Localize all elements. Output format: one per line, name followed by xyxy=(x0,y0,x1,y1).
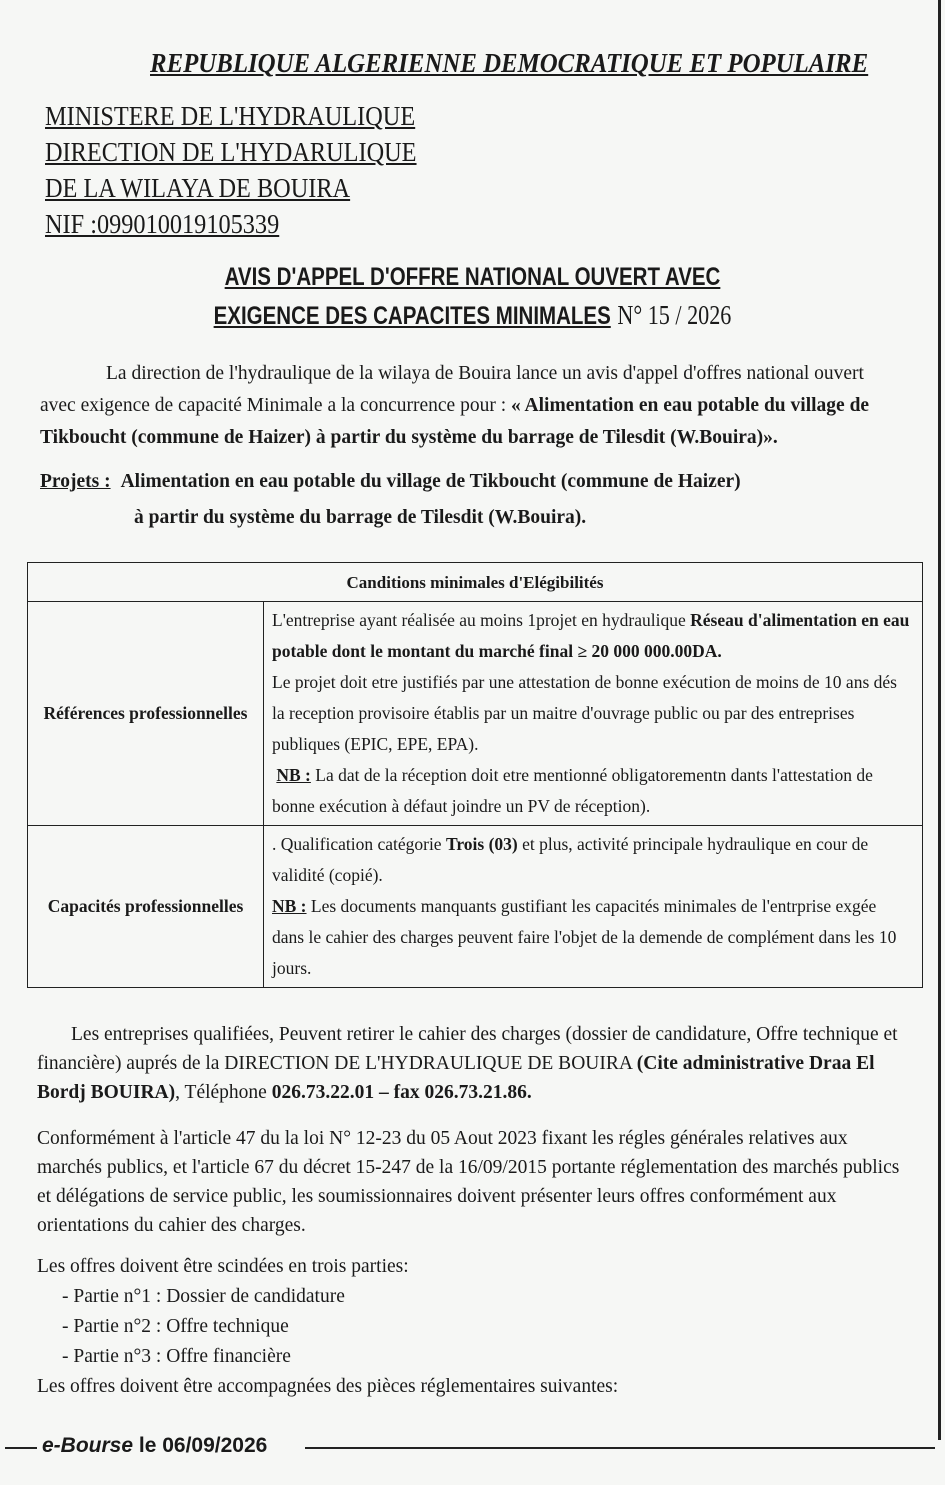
nif-line: NIF :099010019105339 xyxy=(45,209,280,239)
table-row xyxy=(28,826,923,988)
offers-outro: Les offres doivent être accompagnées des pièces réglementaires suivantes: xyxy=(37,1376,619,1397)
footer-brand: e-Bourse xyxy=(42,1434,134,1457)
page-edge-border xyxy=(938,0,941,1440)
row-label-references: Références professionnelles xyxy=(28,602,264,826)
conformity-text: Conformément à l'article 47 du la loi N° 12-23 du 05 Aout 2023 fixant les régles générales relatives aux marchés publics, et l'article 67 du décret 15-247 de la 16/09/2015 portante réglementation des marchés publics et délégations de service public, les soumissionnaires doivent présenter leurs offres conformément aux orientations du cahier des charges. xyxy=(37,1128,900,1236)
ref-text-a-bold: Réseau d'alimentation en eau potable dont le montant du marché final ≥ 20 000 000.00DA. xyxy=(272,610,910,661)
row-content-capacities xyxy=(264,826,923,988)
ref-text-b: Le projet doit etre justifiés par une attestation de bonne exécution de moins de 10 ans dés la reception provisoire établis par un maitre d'ouvrage public ou par des entreprises publiques (EPIC, EPE, EPA). xyxy=(272,672,897,754)
intro-project-name: « Alimentation en eau potable du village de Tikboucht (commune de Haizer) à partir du système du barrage de Tilesdit (W.Bouira)». xyxy=(40,395,870,448)
projects-label: Projets : xyxy=(40,471,111,492)
list-item: - Partie n°3 : Offre financière xyxy=(62,1346,291,1367)
ref-nb-text: La dat de la réception doit etre mentionné obligatorementn dants l'attestation de bonne exécution à défaut joindre un PV de réception). xyxy=(272,765,873,816)
ref-text-a: L'entreprise ayant réalisée au moins 1projet en hydraulique xyxy=(272,610,686,630)
notice-title xyxy=(0,258,945,335)
list-item: - Partie n°1 : Dossier de candidature xyxy=(62,1286,345,1307)
republic-header: REPUBLIQUE ALGERIENNE DEMOCRATIQUE ET POPULAIRE xyxy=(150,48,869,78)
withdrawal-text: Les entreprises qualifiées, Peuvent retirer le cahier des charges (dossier de candidature, Offre technique et financière) auprés de la DIRECTION DE L'HYDRAULIQUE DE BOUIRA xyxy=(37,1024,898,1074)
eligibility-table xyxy=(27,562,923,988)
offers-section xyxy=(37,1252,907,1402)
org-line: DIRECTION DE L'HYDARULIQUE xyxy=(45,137,417,167)
cap-nb-label: NB : xyxy=(272,896,307,916)
projects-line-1: Alimentation en eau potable du village de Tikboucht (commune de Haizer) xyxy=(120,471,741,492)
row-content-references xyxy=(264,602,923,826)
offers-intro: Les offres doivent être scindées en trois parties: xyxy=(37,1256,409,1277)
ref-nb-label: NB : xyxy=(276,765,311,785)
title-line-2: EXIGENCE DES CAPACITES MINIMALES xyxy=(213,302,611,330)
org-line: MINISTERE DE L'HYDRAULIQUE xyxy=(45,101,416,131)
projects-line-2: à partir du système du barrage de Tilesdit (W.Bouira). xyxy=(134,507,587,528)
list-item: - Partie n°2 : Offre technique xyxy=(62,1316,289,1337)
cap-text-a-bold: Trois (03) xyxy=(445,834,518,854)
title-line-1: AVIS D'APPEL D'OFFRE NATIONAL OUVERT AVEC xyxy=(224,263,721,291)
footer-date: le 06/09/2026 xyxy=(138,1434,268,1457)
table-row xyxy=(28,602,923,826)
withdrawal-paragraph xyxy=(37,1020,907,1107)
intro-text: La direction de l'hydraulique de la wilaya de Bouira lance un avis d'appel d'offres national ouvert avec exigence de capacité Minimale a la concurrence pour : xyxy=(40,363,864,416)
organization-block xyxy=(45,98,458,242)
cap-nb-text: Les documents manquants gustifiant les capacités minimales de l'entrprise exgée dans le cahier des charges peuvent faire l'objet de la demende de complément dans les 10 jours. xyxy=(272,896,897,978)
projects-section xyxy=(40,464,741,536)
footer xyxy=(0,1434,945,1462)
withdrawal-address: (Cite administrative Draa El Bordj BOUIRA) xyxy=(37,1053,875,1103)
notice-number: N° 15 / 2026 xyxy=(617,300,732,330)
cap-text-a2: et plus, activité principale hydraulique en cour de validité (copié). xyxy=(272,834,869,885)
intro-paragraph xyxy=(40,358,900,454)
withdrawal-phone-label: , Téléphone xyxy=(175,1082,267,1103)
cap-text-a: . Qualification catégorie xyxy=(272,834,442,854)
footer-rule-left xyxy=(5,1447,37,1449)
footer-rule-right xyxy=(305,1447,935,1449)
withdrawal-phone: 026.73.22.01 – fax 026.73.21.86. xyxy=(271,1082,532,1103)
row-label-capacities: Capacités professionnelles xyxy=(28,826,264,988)
footer-text xyxy=(42,1434,267,1458)
table-title: Canditions minimales d'Elégibilités xyxy=(28,563,923,602)
conformity-paragraph xyxy=(37,1124,907,1240)
org-line: DE LA WILAYA DE BOUIRA xyxy=(45,173,351,203)
